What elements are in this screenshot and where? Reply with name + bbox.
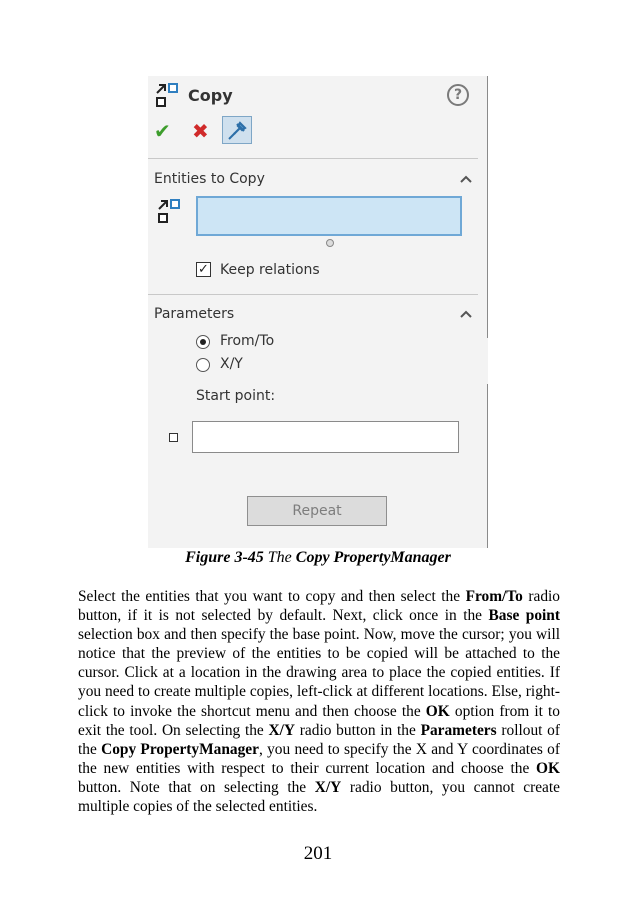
start-point-label: Start point: — [196, 388, 276, 404]
figure-caption — [0, 549, 636, 567]
copy-property-manager — [148, 76, 488, 548]
body-bold-run: OK — [536, 759, 560, 777]
body-bold-run: X/Y — [314, 778, 342, 796]
body-text-run: option from it to exit the tool. On selecting the — [78, 702, 560, 739]
body-text-run: button. Note that on selecting the — [78, 778, 315, 796]
body-bold-run: From/To — [465, 588, 523, 605]
pushpin-icon — [223, 117, 251, 143]
point-icon — [169, 433, 178, 442]
copy-tool-icon — [154, 82, 182, 108]
section-divider — [148, 158, 478, 159]
body-text-run: radio button, you cannot create multiple copies of the selected entities. — [78, 778, 560, 816]
body-paragraph — [78, 587, 560, 816]
body-bold-run: Copy PropertyManager — [101, 740, 259, 758]
keep-relations-label: Keep relations — [220, 262, 320, 278]
xy-radio[interactable] — [196, 358, 210, 372]
from-to-label: From/To — [220, 333, 275, 349]
entities-section-title[interactable]: Entities to Copy — [154, 171, 265, 187]
body-text-run: Select the entities that you want to copy and then select the — [78, 588, 466, 605]
panel-border — [487, 384, 488, 548]
body-text-run: selection box and then specify the base point. Now, move the cursor; you will notice that the preview of the entities to be copied will be attached to the cursor. Click at a location in the drawing area to place the copied entities. If you need to create multiple copies, left-click at different locations. Else, right-click to invoke the shortcut menu and then choose the — [78, 626, 560, 720]
body-bold-run: X/Y — [268, 721, 296, 739]
chevron-up-icon[interactable] — [459, 309, 473, 319]
chevron-up-icon[interactable] — [459, 174, 473, 184]
ok-check-icon[interactable]: ✔ — [154, 119, 171, 143]
from-to-radio[interactable] — [196, 335, 210, 349]
panel-title: Copy — [188, 86, 233, 105]
body-text-run: radio button in the — [295, 721, 421, 739]
repeat-button[interactable]: Repeat — [247, 496, 387, 526]
pin-button[interactable] — [222, 116, 252, 144]
panel-border — [487, 76, 488, 338]
xy-label: X/Y — [220, 356, 243, 372]
figure-label: Figure 3-45 — [185, 549, 264, 566]
caption-the: The — [267, 549, 292, 566]
body-text-run: rollout of the — [78, 721, 560, 758]
caption-name: Copy PropertyManager — [295, 549, 451, 566]
start-point-field[interactable] — [192, 421, 459, 453]
entities-selection-box[interactable] — [196, 196, 462, 236]
list-resize-handle[interactable] — [326, 239, 334, 247]
body-text-run: , you need to specify the X and Y coordinates of the new entities with respect to their current location and choose the — [78, 740, 561, 777]
keep-relations-checkbox[interactable]: ✓ — [196, 262, 211, 277]
body-bold-run: OK — [425, 702, 450, 720]
help-icon[interactable]: ? — [447, 84, 469, 106]
body-bold-run: Base point — [488, 607, 560, 625]
copy-entities-icon — [156, 198, 184, 224]
section-divider — [148, 294, 478, 295]
page-number: 201 — [303, 843, 333, 864]
cancel-x-icon[interactable]: ✖ — [192, 119, 209, 143]
body-text-run: radio button, if it is not selected by default. Next, click once in the — [78, 588, 560, 625]
parameters-section-title[interactable]: Parameters — [154, 306, 235, 322]
body-bold-run: Parameters — [420, 721, 497, 739]
